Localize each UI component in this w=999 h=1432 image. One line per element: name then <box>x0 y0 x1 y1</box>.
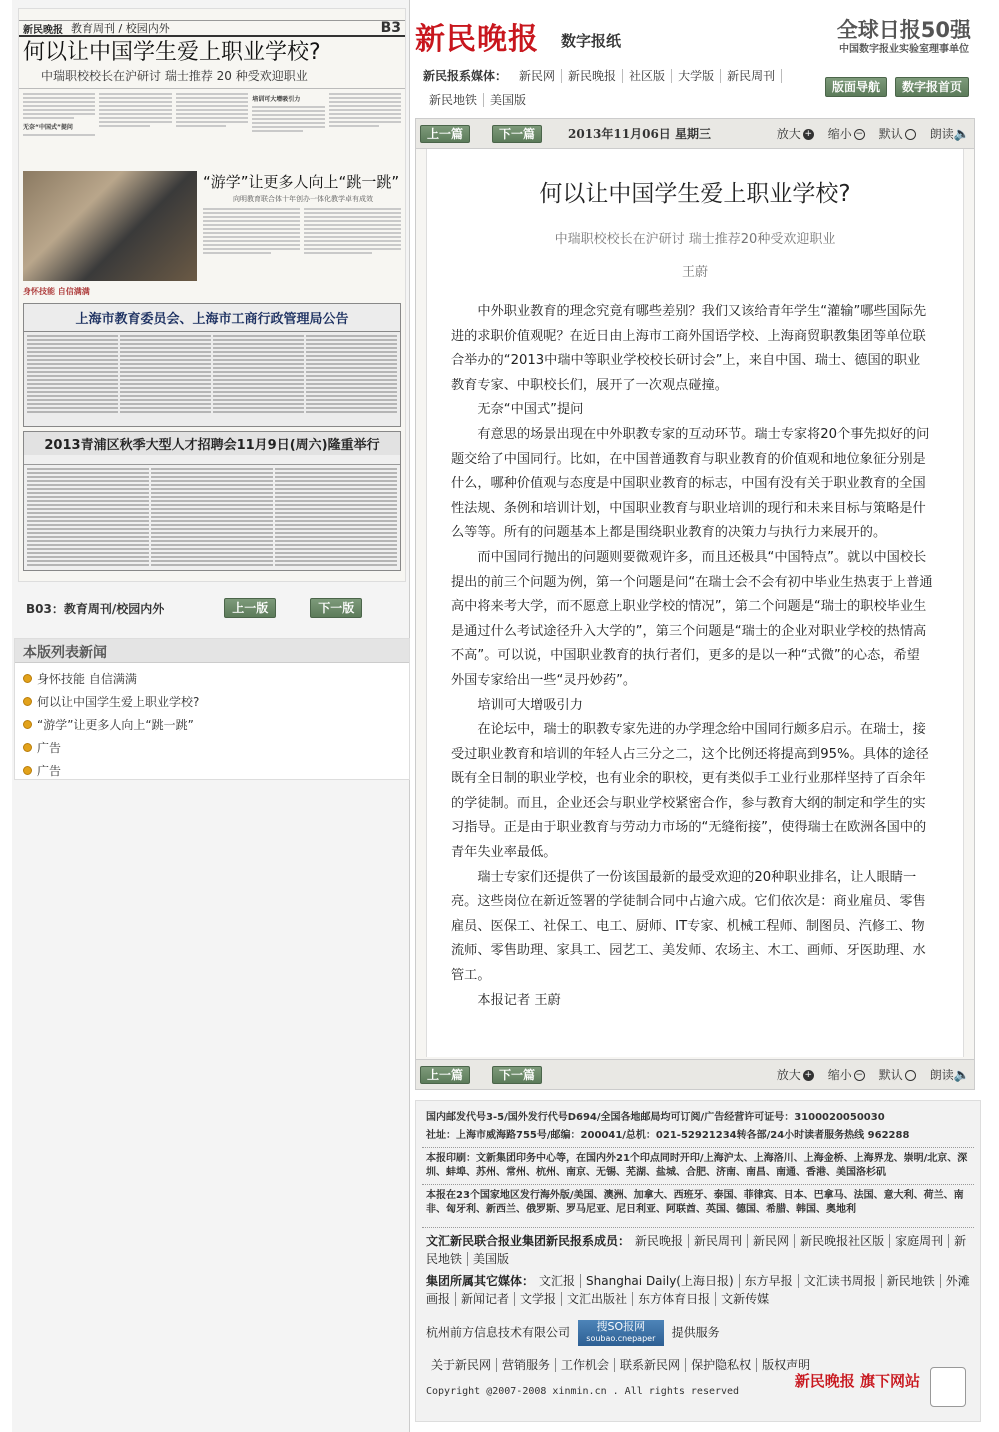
paper-job-fair-ad[interactable] <box>23 431 401 571</box>
footer-other-media: 集团所属其它媒体： 文汇报 Shanghai Daily(上海日报) 东方早报 文汇读书周报 新民地铁 外滩画报 新闻记者 文学报 文汇出版社 东方体育日报 文新传媒 <box>426 1274 970 1306</box>
paper-photo[interactable] <box>23 171 197 296</box>
footer-link[interactable]: 外滩画报 <box>426 1274 970 1306</box>
paper-kicker-2: 培训可大增吸引力 <box>252 96 301 103</box>
zoom-out-control[interactable]: 缩小 − <box>827 1068 864 1082</box>
soubao-logo[interactable]: 搜SO报网 soubao.cnepaper <box>578 1320 664 1346</box>
header-buttons <box>825 77 969 97</box>
next-article-button[interactable]: 下一篇 <box>492 1066 542 1084</box>
speaker-icon: 🔈 <box>953 1068 970 1083</box>
article-paragraph: 瑞士专家们还提供了一份该国最新的最受欢迎的20种职业排名，让人眼睛一亮。这些岗位在新近签署的学徒制合同中占逾六成。它们依次是：商业雇员、零售雇员、医保工、社保工、电工、厨师、IT专家、机械工程师、制图员、汽修工、物流师、零售助理、家具工、园艺工、美发师、农场主、木工、画师、牙医助理、水管工。 <box>451 869 926 984</box>
media-nav-item[interactable]: 新民晚报 <box>562 69 623 83</box>
article-byline: 本报记者 王蔚 <box>477 992 561 1008</box>
bullet-icon <box>23 766 32 775</box>
site-footer <box>415 1100 981 1422</box>
article-text <box>451 300 933 1013</box>
footer-printing: 本报印刷：文新集团印务中心等，在国内外21个印点同时开印/上海沪太、上海洛川、上海金桥、上海界龙、崇明/北京、深圳、蚌埠、苏州、常州、杭州、南京、无锡、芜湖、盐城、合肥、济南、南昌、南通、香港、美国洛杉矶 <box>426 1153 968 1178</box>
next-page-button[interactable]: 下一版 <box>310 598 362 618</box>
article-panel <box>415 118 975 1090</box>
paper-subhead: 中瑞职校校长在沪研讨 瑞士推荐 20 种受欢迎职业 <box>19 67 405 89</box>
footer-publication-info: 国内邮发代号3-5/国外发行代号D694/全国各地邮局均可订阅/广告经营许可证号：3100020050030 <box>426 1112 885 1123</box>
footer-link[interactable]: 营销服务 <box>497 1358 556 1372</box>
page-nav-button[interactable]: 版面导航 <box>825 77 887 97</box>
article-author: 王蔚 <box>681 265 708 280</box>
footer-link[interactable]: 工作机会 <box>556 1358 615 1372</box>
global-rank-subtitle: 中国数字报业实验室理事单位 <box>839 44 969 55</box>
list-item[interactable]: 身怀技能 自信满满 <box>23 667 401 690</box>
bullet-icon <box>23 720 32 729</box>
media-nav-item[interactable]: 大学版 <box>672 69 721 83</box>
footer-link[interactable]: 文新传媒 <box>721 1292 770 1306</box>
plus-icon: + <box>804 129 813 139</box>
paper-job-fair-subline <box>24 455 400 465</box>
footer-link[interactable]: 新闻记者 <box>456 1292 515 1306</box>
article-subheading: 培训可大增吸引力 <box>477 697 583 713</box>
circle-icon <box>905 129 916 140</box>
paper-job-fair-body <box>24 465 400 569</box>
paper-photo-row <box>19 167 405 299</box>
paper-kicker-1: 无奈“中国式”提问 <box>23 124 73 131</box>
next-article-button[interactable]: 下一篇 <box>492 125 542 143</box>
paper-notice-ad[interactable] <box>23 303 401 427</box>
paper-section-bar <box>19 21 405 37</box>
article-paragraph: 在论坛中，瑞士的职教专家先进的办学理念给中国同行颇多启示。在瑞士，接受过职业教育和培训的年轻人占三分之二，这个比例还将提高到95%。具体的途径既有全日制的职业学校，也有业余的职校，更有类似手工业行业那样坚持了百余年的学徒制。而且，企业还会与职业学校紧密合作，参与教育大纲的制定和学生的实习指导。正是由于职业教育与劳动力市场的“无缝衔接”，使得瑞士在欧洲各国中的青年失业率最低。 <box>451 722 929 861</box>
read-aloud-control[interactable]: 朗读🔈 <box>929 127 970 142</box>
page-navigation <box>18 594 406 622</box>
minus-icon: − <box>855 129 864 139</box>
newspaper-page-thumbnail[interactable] <box>18 8 406 582</box>
default-size-control[interactable]: 默认 <box>879 125 916 142</box>
media-nav-label: 新民报系媒体： <box>423 69 508 83</box>
prev-article-button[interactable]: 上一篇 <box>420 1066 470 1084</box>
certification-badge-icon[interactable] <box>930 1367 966 1407</box>
footer-link[interactable]: 联系新民网 <box>615 1358 686 1372</box>
page-news-list <box>14 638 410 780</box>
footer-link[interactable]: 新民网 <box>748 1234 795 1248</box>
media-nav-item[interactable]: 新民地铁 <box>423 93 484 107</box>
paper-logo: 新民晚报 <box>23 24 63 36</box>
paper-job-fair-title: 2013青浦区秋季大型人才招聘会11月9日(周六)隆重举行 <box>24 432 400 455</box>
footer-link[interactable]: 东方体育日报 <box>633 1292 716 1306</box>
read-aloud-control[interactable]: 朗读🔈 <box>929 1068 970 1083</box>
copyright: Copyright @2007-2008 xinmin.cn . All rights reserved <box>426 1386 740 1397</box>
prev-page-button[interactable]: 上一版 <box>224 598 276 618</box>
media-nav-item[interactable]: 新民网 <box>513 69 562 83</box>
list-item[interactable]: 何以让中国学生爱上职业学校? <box>23 690 401 713</box>
paper-headline[interactable]: 何以让中国学生爱上职业学校? <box>23 40 321 65</box>
footer-link[interactable]: 文学报 <box>515 1292 562 1306</box>
footer-group-members: 文汇新民联合报业集团新民报系成员： 新民晚报 新民周刊 新民网 新民晚报社区版 家庭周刊 新民地铁 美国版 <box>426 1234 967 1266</box>
zoom-in-control[interactable]: 放大 + <box>776 127 813 141</box>
paper-story-subtitle: 向明教育联合体十年创办一体化教学卓有成效 <box>233 195 373 203</box>
footer-link[interactable]: 新民晚报社区版 <box>795 1234 890 1248</box>
footer-address: 社址：上海市威海路755号/邮编：200041/总机：021-52921234转各部/24小时读者服务热线 962288 <box>426 1130 910 1141</box>
paper-story[interactable] <box>203 167 401 299</box>
list-item[interactable]: 广告 <box>23 759 401 782</box>
footer-link[interactable]: 新民地铁 <box>882 1274 941 1288</box>
bullet-icon <box>23 674 32 683</box>
paper-section-title: 教育周刊 / 校园内外 <box>71 22 170 35</box>
plus-icon: + <box>804 1070 813 1080</box>
default-size-control[interactable]: 默认 <box>879 1066 916 1083</box>
footer-link[interactable]: 美国版 <box>473 1252 510 1266</box>
footer-link[interactable]: 保护隐私权 <box>686 1358 757 1372</box>
global-rank-title: 全球日报50强 <box>836 18 971 42</box>
bullet-icon <box>23 743 32 752</box>
media-nav-item[interactable]: 新民周刊 <box>721 69 782 83</box>
footer-provider: 杭州前方信息技术有限公司 搜SO报网 soubao.cnepaper 提供服务 <box>422 1318 974 1348</box>
paper-story-title: “游学”让更多人向上“跳一跳” <box>203 173 400 191</box>
article-title: 何以让中国学生爱上职业学校? <box>539 181 851 207</box>
footer-link[interactable]: 新民地铁 <box>426 1234 967 1266</box>
bullet-icon <box>23 697 32 706</box>
footer-link[interactable]: 东方早报 <box>740 1274 799 1288</box>
minus-icon: − <box>855 1070 864 1080</box>
footer-link[interactable]: 新民周刊 <box>689 1234 748 1248</box>
site-header <box>415 0 999 116</box>
issue-date: 2013年11月06日 星期三 <box>568 127 711 141</box>
footer-link[interactable]: Shanghai Daily(上海日报) <box>581 1274 740 1288</box>
paper-photo-caption: 身怀技能 自信满满 <box>23 287 90 296</box>
zoom-in-control[interactable]: 放大 + <box>776 1068 813 1082</box>
footer-overseas: 本报在23个国家地区发行海外版/美国、澳洲、加拿大、西班牙、泰国、菲律宾、日本、巴拿马、法国、意大利、荷兰、南非、匈牙利、新西兰、俄罗斯、罗马尼亚、尼日利亚、阿联酋、英国、德国、希腊、韩国、奥地利 <box>426 1190 964 1215</box>
zoom-out-control[interactable]: 缩小 − <box>827 127 864 141</box>
footer-link[interactable]: 文汇出版社 <box>562 1292 633 1306</box>
footer-link[interactable]: 家庭周刊 <box>890 1234 949 1248</box>
paper-page-number: B3 <box>380 20 401 36</box>
footer-link[interactable]: 关于新民网 <box>426 1358 497 1372</box>
footer-link[interactable]: 新民晚报 <box>630 1234 689 1248</box>
paper-notice-table <box>24 332 400 416</box>
article-subtitle: 中瑞职校校长在沪研讨 瑞士推荐20种受欢迎职业 <box>554 232 836 247</box>
page-label: B03：教育周刊/校园内外 <box>26 601 165 616</box>
article-toolbar-bottom <box>416 1059 974 1089</box>
media-nav <box>423 64 823 112</box>
list-item[interactable]: 广告 <box>23 736 401 759</box>
list-item[interactable]: “游学”让更多人向上“跳一跳” <box>23 713 401 736</box>
article-subheading: 无奈“中国式”提问 <box>477 402 584 418</box>
footer-brand[interactable]: 新民晚报 旗下网站 <box>794 1372 920 1390</box>
article-toolbar-top <box>416 119 974 149</box>
article-paragraph: 有意思的场景出现在中外职教专家的互动环节。瑞士专家将20个事先拟好的问题交给了中国同行。比如，在中国普通教育与职业教育的价值观和地位象征分别是什么，哪种价值观与态度是中国职业教育的标志，中国有没有关于职业教育的全国性法规、条例和培训计划，中国职业教育与职业培训的现行和未来目标与策略是什么等等。所有的问题基本上都是围绕职业教育的决策力与执行力来展开的。 <box>451 426 930 541</box>
paper-text-columns <box>19 89 405 167</box>
digital-home-button[interactable]: 数字报首页 <box>895 77 969 97</box>
media-nav-item[interactable]: 社区版 <box>623 69 672 83</box>
news-list-heading: 本版列表新闻 <box>15 639 409 663</box>
circle-icon <box>905 1070 916 1081</box>
paper-notice-title: 上海市教育委员会、上海市工商行政管理局公告 <box>24 304 400 332</box>
footer-link[interactable]: 文汇读书周报 <box>799 1274 882 1288</box>
left-column <box>12 0 410 1432</box>
brand-logo[interactable]: 新民晚报 <box>415 22 539 57</box>
article-body <box>426 149 964 1057</box>
media-nav-item[interactable]: 美国版 <box>490 93 527 107</box>
footer-link[interactable]: 版权声明 <box>762 1358 811 1372</box>
footer-link[interactable]: 文汇报 <box>534 1274 581 1288</box>
speaker-icon: 🔈 <box>953 127 970 142</box>
article-paragraph: 而中国同行抛出的问题则要微观许多，而且还极具“中国特点”。就以中国校长提出的前三个问题为例，第一个问题是问“在瑞士会不会有初中毕业生热衷于上普通高中将来考大学，而不愿意上职业学校的情况”，第二个问题是“瑞士的职校毕业生是通过什么考试途径升入大学的”，第三个问题是“瑞士的企业对职业学校的热情高不高”。可以说，中国职业教育的执行者们，更多的是以一种“式微”的心态，希望外国专家给出一些“灵丹妙药”。 <box>451 549 933 688</box>
prev-article-button[interactable]: 上一篇 <box>420 125 470 143</box>
brand-subtitle: 数字报纸 <box>561 32 622 50</box>
article-paragraph: 中外职业教育的理念究竟有哪些差别？我们又该给青年学生“灌输”哪些国际先进的求职价值观呢？在近日由上海市工商外国语学校、上海商贸职教集团等单位联合举办的“2013中瑞中等职业学校校长研讨会”上，来自中国、瑞士、德国的职业教育专家、中职校长们，展开了一次观点碰撞。 <box>451 304 927 393</box>
